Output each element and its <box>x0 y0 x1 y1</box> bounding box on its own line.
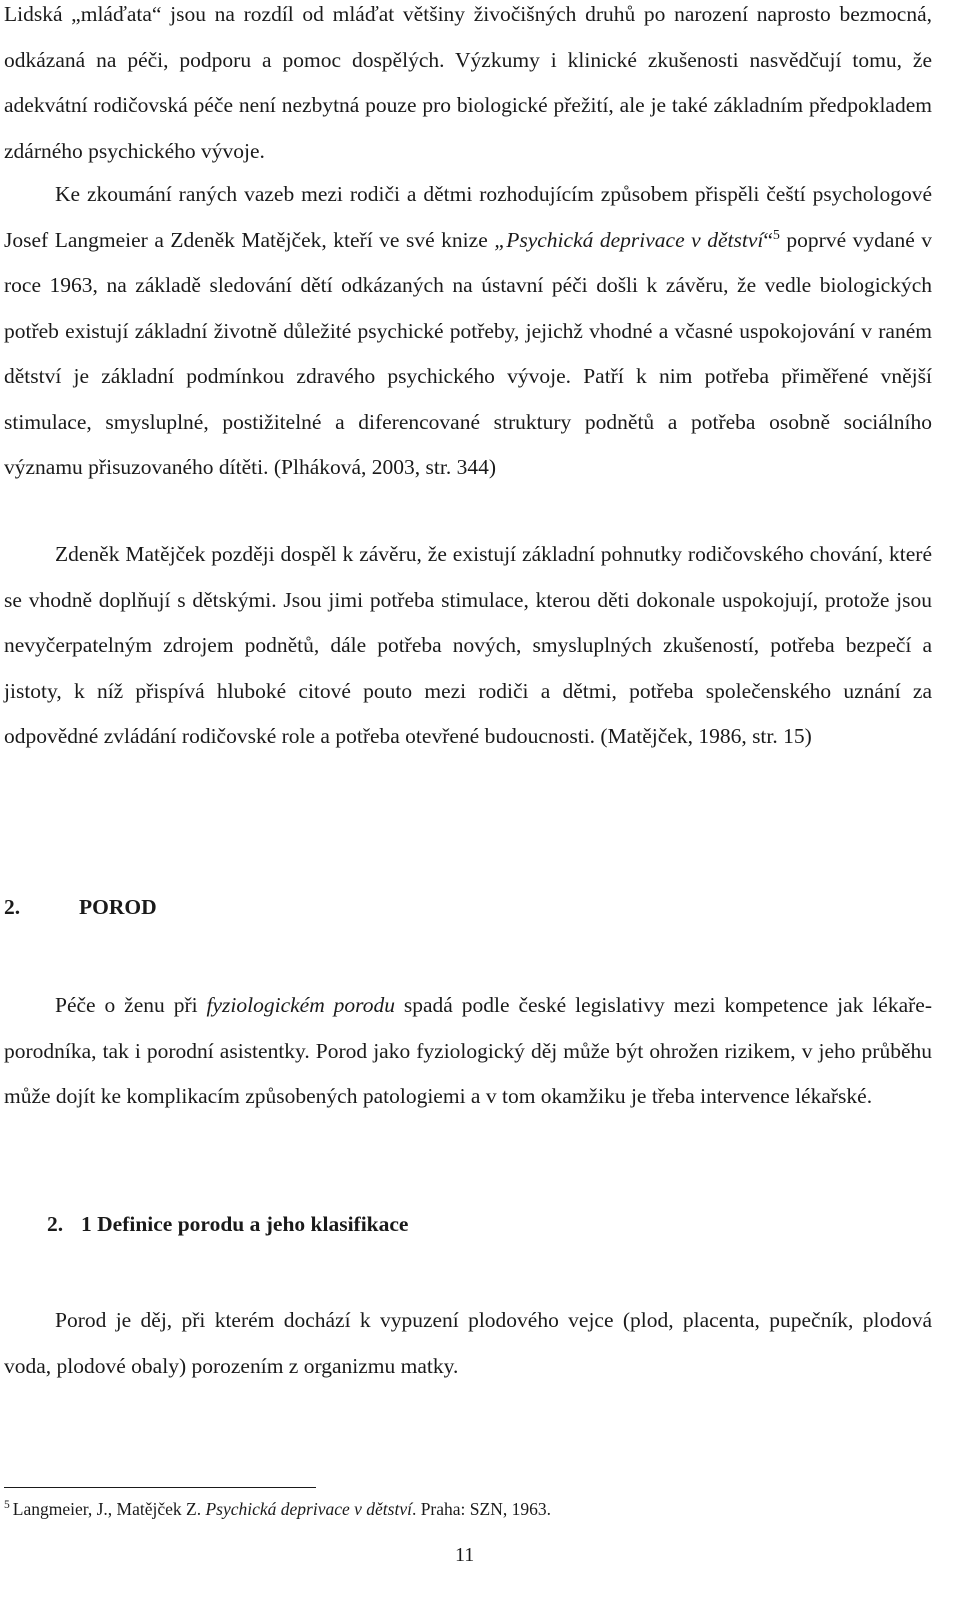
section-heading <box>47 1212 408 1237</box>
footnote-reference[interactable]: 5 <box>772 227 780 243</box>
paragraph-pohnutky-rodicovskeho-chovani <box>4 532 932 760</box>
footnote-text: Langmeier, J., Matějček Z. <box>12 1499 206 1519</box>
chapter-heading <box>4 895 157 920</box>
page-number: 11 <box>455 1544 475 1566</box>
paragraph-text: spadá podle české legislativy mezi kompetence jak lékaře-porodníka, tak i porodní asistentky. Porod jako fyziologický děj může být ohrožen rizikem, v jeho průběhu může dojít ke komplikacím způsobených patologiemi a v tom okamžiku je třeba intervence lékařské. <box>4 993 932 1108</box>
paragraph-definice-porodu <box>4 1298 932 1389</box>
book-title: „Psychická deprivace v dětství <box>494 227 764 252</box>
section-number: 2. <box>47 1212 64 1236</box>
footnote-text: . Praha: SZN, 1963. <box>411 1499 551 1519</box>
footnote-mark: 5 <box>4 1499 10 1512</box>
paragraph-text: Porod je děj, při kterém dochází k vypuzení plodového vejce (plod, placenta, pupečník, plodová voda, plodové obaly) porozením z organizmu matky. <box>4 1308 932 1378</box>
italic-term: fyziologickém porodu <box>206 993 395 1017</box>
paragraph-pece-o-zenu <box>4 983 932 1120</box>
paragraph-text: poprvé vydané v roce 1963, na základě sledování dětí odkázaných na ústavní péči došli k závěru, že vedle biologických potřeb existují základní životně důležité psychické potřeby, jejichž vhodné a včasné uspokojování v raném dětství je základní podmínkou zdravého psychického vývoje. Patří k nim potřeba přiměřené vnější stimulace, smysluplné, postižitelné a diferencované struktury podnětů a potřeba osobně sociálního významu přisuzovaného dítěti. (Plháková, 2003, str. 344) <box>4 227 933 479</box>
paragraph-text: Lidská „mláďata“ jsou na rozdíl od mláďat většiny živočišných druhů po narození naprosto bezmocná, odkázaná na péči, podporu a pomoc dospělých. Výzkumy i klinické zkušenosti nasvědčují tomu, že adekvátní rodičovská péče není nezbytná pouze pro biologické přežití, ale je také základním předpokladem zdárného psychického vývoje. <box>4 2 932 163</box>
paragraph-text: Péče o ženu při <box>55 993 207 1017</box>
paragraph-text: Zdeněk Matějček později dospěl k závěru, že existují základní pohnutky rodičovského chování, které se vhodně doplňují s dětskými. Jsou jimi potřeba stimulace, kterou děti dokonale uspokojují, protože jsou nevyčerpatelným zdrojem podnětů, dále potřeba nových, smysluplných zkušeností, potřeba bezpečí a jistoty, k níž přispívá hluboké citové pouto mezi rodiči a dětmi, potřeba společenského uznání za odpovědné zvládání rodičovské role a potřeba otevřené budoucnosti. (Matějček, 1986, str. 15) <box>4 542 932 748</box>
footnote <box>4 1497 551 1521</box>
chapter-title: POROD <box>79 895 157 919</box>
closing-quote: “ <box>763 227 773 252</box>
section-title: 1 Definice porodu a jeho klasifikace <box>81 1212 409 1236</box>
footnote-book-title: Psychická deprivace v dětství <box>205 1499 412 1519</box>
paragraph-rodicovska-pece <box>4 0 932 174</box>
footnote-separator <box>4 1487 316 1488</box>
chapter-number: 2. <box>4 895 21 919</box>
paragraph-text: Ke zkoumání raných vazeb mezi rodiči a dětmi rozhodujícím způsobem přispěli čeští psychologové Josef Langmeier a Zdeněk Matějček, kteří ve své knize <box>4 182 932 252</box>
paragraph-langmeier-matejcek <box>4 172 932 491</box>
